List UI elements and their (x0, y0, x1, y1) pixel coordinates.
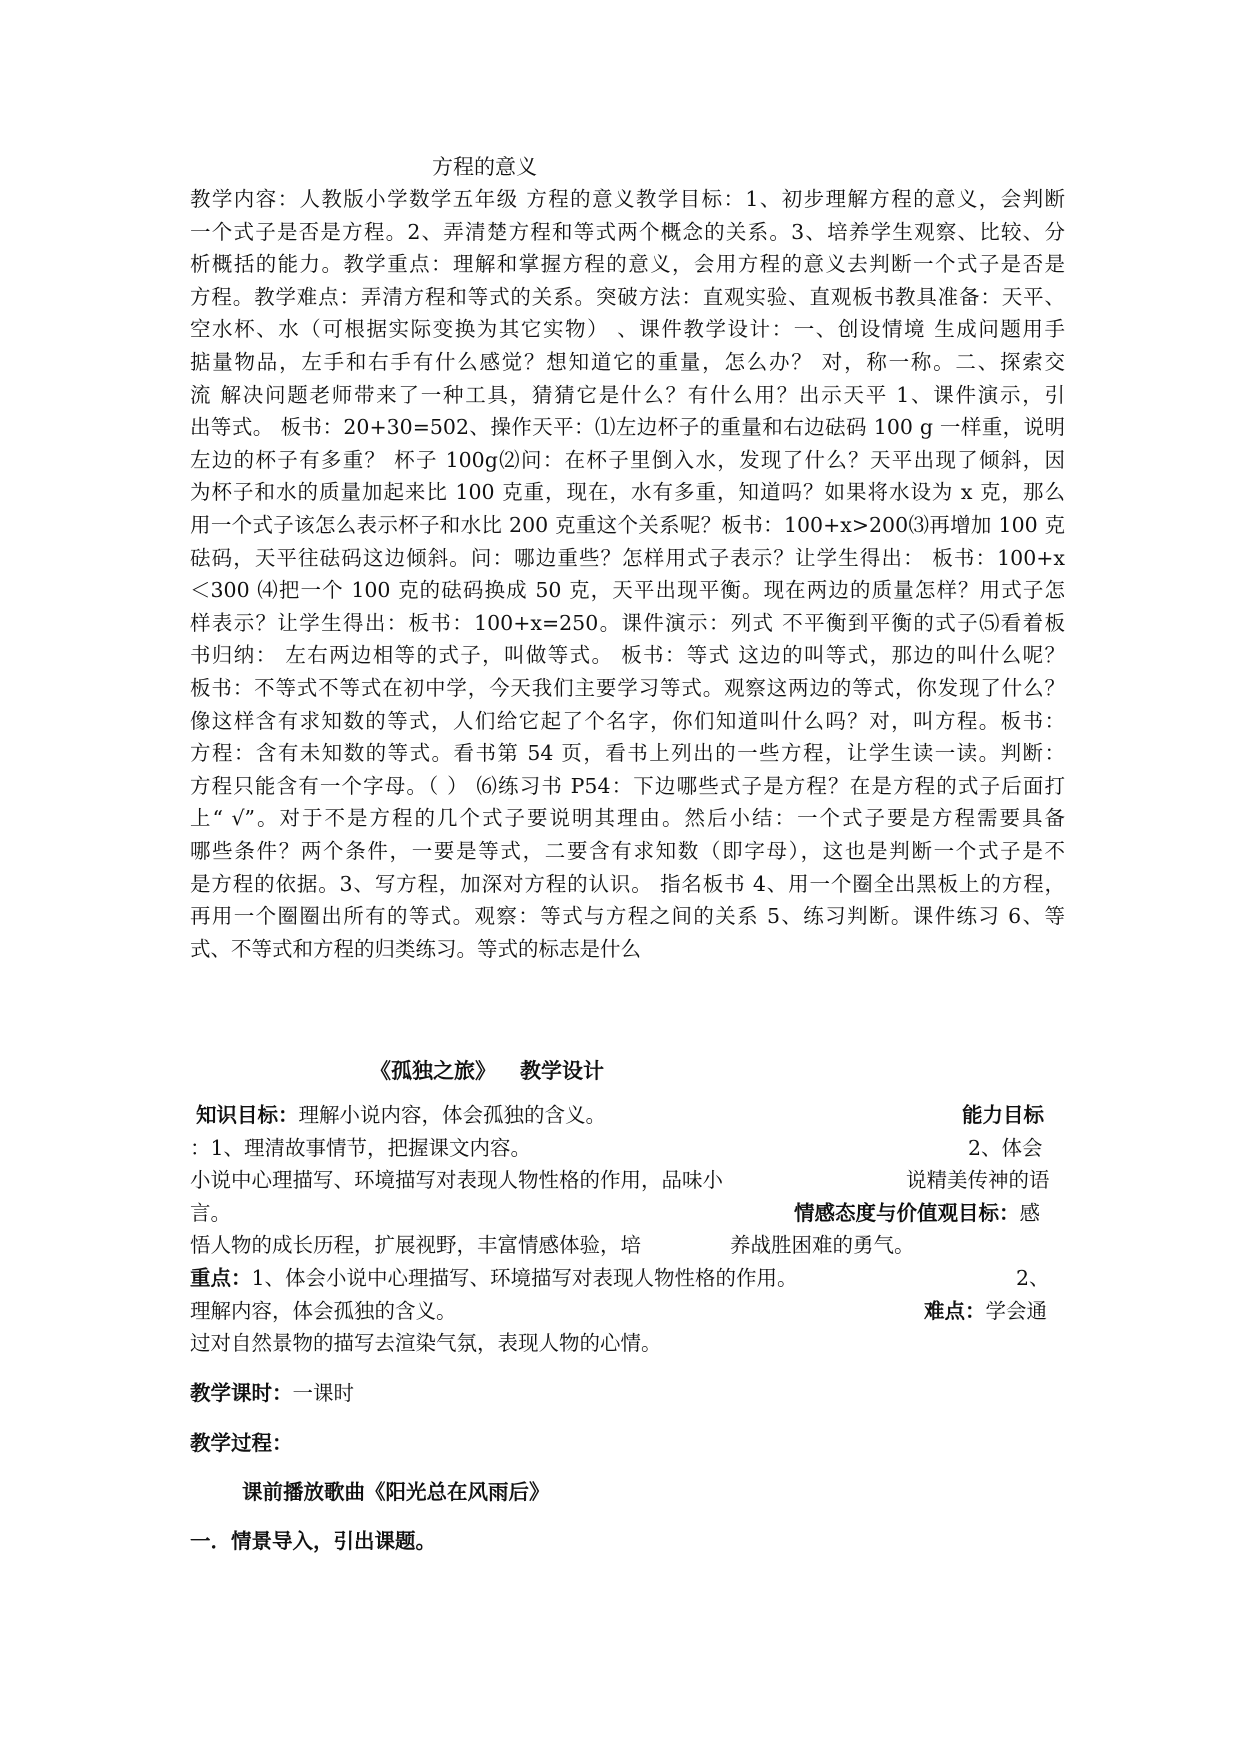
doc1-line: 再用一个圈圈出所有的等式。观察：等式与方程之间的关系 5、练习判断。课件练习 6、等 (190, 904, 1065, 929)
doc1-line: 书归纳： 左右两边相等的式子，叫做等式。 板书：等式 这边的叫等式，那边的叫什么呢？ (190, 643, 1065, 668)
emotion-goal-label: 情感态度与价值观目标： (794, 1201, 1020, 1225)
doc1-line: 左边的杯子有多重？ 杯子 100g⑵问：在杯子里倒入水，发现了什么？天平出现了倾斜，因 (190, 447, 1065, 472)
doc2-title-name: 《孤独之旅》 (370, 1058, 496, 1083)
ability-goal-line-1: ：1、理清故事情节，把握课文内容。 (190, 1136, 532, 1160)
teaching-process-label: 教学过程： (190, 1431, 293, 1455)
ability-goal-line-3: 言。 (190, 1201, 231, 1225)
doc1-line: 方程只能含有一个字母。（ ） ⑹练习书 P54：下边哪些式子是方程？在是方程的式子后面打 (190, 773, 1065, 798)
difficulty (924, 1296, 1047, 1326)
doc1-line: 出等式。 板书：20+30=502、操作天平：⑴左边杯子的重量和右边砝码 100 g 一样重，说明 (190, 415, 1065, 440)
ability-goal-line-1-right: 2、体会 (968, 1136, 1043, 1160)
key-point-line-2: 理解内容，体会孤独的含义。 (190, 1299, 457, 1323)
doc1-line: 掂量物品，左手和右手有什么感觉？想知道它的重量，怎么办？ 对，称一称。二、探索交 (190, 350, 1065, 374)
doc1-line: 像这样含有求知数的等式，人们给它起了个名字，你们知道叫什么吗？对，叫方程。板书： (190, 708, 1065, 733)
ability-goal-line-2-right: 说精美传神的语 (906, 1168, 1050, 1192)
doc1-line: 一个式子是否是方程。2、弄清楚方程和等式两个概念的关系。3、培养学生观察、比较、分 (190, 219, 1065, 244)
difficulty-label: 难点： (924, 1299, 986, 1323)
emotion-goal-line-2b: 养战胜困难的勇气。 (730, 1233, 915, 1257)
doc1-line: 是方程的依据。3、写方程，加深对方程的认识。 指名板书 4、用一个圈全出黑板上的方程， (190, 871, 1065, 896)
doc1-line: 教学内容：人教版小学数学五年级 方程的意义教学目标：1、初步理解方程的意义，会判断 (190, 187, 1065, 211)
difficulty-line-2: 过对自然景物的描写去渲染气氛，表现人物的心情。 (190, 1331, 662, 1355)
emotion-goal-line-2a: 悟人物的成长历程，扩展视野，丰富情感体验，培 (190, 1233, 641, 1257)
key-point-label: 重点： (190, 1266, 252, 1290)
section-1-heading: 一．情景导入，引出课题。 (190, 1529, 436, 1553)
doc1-line: 方程。教学难点：弄清方程和等式的关系。突破方法：直观实验、直观板书教具准备：天平、 (190, 284, 1065, 309)
doc1-title: 方程的意义 (432, 155, 537, 179)
key-point-right: 2、 (1016, 1266, 1050, 1290)
doc1-line: ＜300 ⑷把一个 100 克的砝码换成 50 克，天平出现平衡。现在两边的质量怎样？用式子怎 (190, 578, 1065, 603)
key-point (190, 1263, 798, 1293)
key-point-text: 1、体会小说中心理描写、环境描写对表现人物性格的作用。 (251, 1266, 798, 1290)
doc1-line: 式、不等式和方程的归类练习。等式的标志是什么 (190, 936, 641, 961)
ability-goal-label: 能力目标 (962, 1103, 1044, 1127)
pre-class-song: 课前播放歌曲《阳光总在风雨后》 (242, 1480, 550, 1504)
emotion-goal (794, 1198, 1040, 1228)
knowledge-goal-label: 知识目标： (196, 1103, 299, 1127)
doc1-line: 为杯子和水的质量加起来比 100 克重，现在，水有多重，知道吗？如果将水设为 x 克，那么 (190, 480, 1065, 505)
difficulty-text: 学会通 (985, 1299, 1047, 1323)
doc1-line: 流 解决问题老师带来了一种工具，猜猜它是什么？有什么用？出示天平 1、课件演示，引 (190, 382, 1065, 407)
doc1-line: 方程：含有未知数的等式。看书第 54 页，看书上列出的一些方程，让学生读一读。判断： (190, 741, 1065, 766)
doc1-line: 哪些条件？两个条件，一要是等式，二要含有求知数（即字母），这也是判断一个式子是不 (190, 839, 1065, 863)
class-hours (190, 1378, 354, 1408)
doc1-line: 板书：不等式不等式在初中学，今天我们主要学习等式。观察这两边的等式，你发现了什么？ (190, 676, 1065, 700)
emotion-goal-first-char: 感 (1019, 1201, 1040, 1225)
doc1-line: 析概括的能力。教学重点：理解和掌握方程的意义，会用方程的意义去判断一个式子是否是 (190, 252, 1065, 277)
doc1-line: 砝码，天平往砝码这边倾斜。问：哪边重些？怎样用式子表示？让学生得出： 板书：100+x (190, 545, 1065, 570)
doc2-title (370, 1056, 604, 1086)
knowledge-goal-text: 理解小说内容，体会孤独的含义。 (298, 1103, 606, 1127)
doc1-line: 用一个式子该怎么表示杯子和水比 200 克重这个关系呢？板书：100+x>200⑶再增加 100 克 (190, 513, 1065, 537)
doc1-line: 空水杯、水（可根据实际变换为其它实物） 、课件教学设计：一、创设情境 生成问题用手 (190, 317, 1065, 342)
knowledge-goal (196, 1100, 606, 1130)
ability-goal-line-2: 小说中心理描写、环境描写对表现人物性格的作用，品味小 (190, 1168, 723, 1192)
class-hours-text: 一课时 (292, 1381, 354, 1405)
doc2-title-suffix: 教学设计 (520, 1058, 604, 1083)
doc1-line: 样表示？让学生得出：板书：100+x=250。课件演示：列式 不平衡到平衡的式子⑸看着板 (190, 610, 1065, 635)
doc1-line: 上“ √”。对于不是方程的几个式子要说明其理由。然后小结：一个式子要是方程需要具备 (190, 806, 1065, 831)
class-hours-label: 教学课时： (190, 1381, 293, 1405)
